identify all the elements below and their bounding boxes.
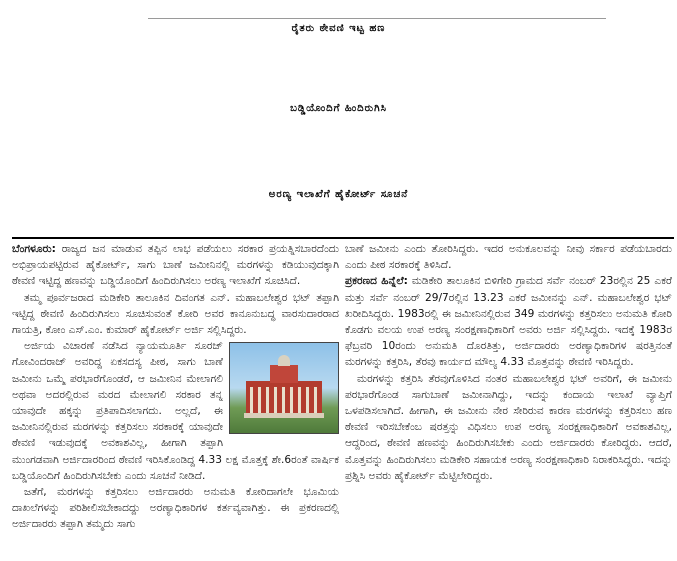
lead-paragraph [12, 241, 339, 290]
paragraph: ಜತೆಗೆ, ಮರಗಳನ್ನು ಕತ್ತರಿಸಲು ಅರ್ಜಿದಾರರು ಅನುಮತಿ ಕೋರಿದಾಗಲೇ ಭೂಮಿಯ ದಾಖಲೆಗಳನ್ನು ಪರಿಶೀಲಿಸಬೇಕಾದದ್ದು ಅರಣ್ಯಾಧಿಕಾರಿಗಳ ಕರ್ತವ್ಯವಾಗಿತ್ತು. ಈ ಪ್ರಕರಣದಲ್ಲಿ ಅರ್ಜಿದಾರರು ತಪ್ಪಾಗಿ ತಮ್ಮದು ಸಾಗು [12, 486, 339, 531]
paragraph-text: ರಾಜ್ಯದ ಜನ ಮಾಡುವ ತಪ್ಪಿನ ಲಾಭ ಪಡೆಯಲು ಸರಕಾರ ಪ್ರಯತ್ನಿಸಬಾರದೆಂದು ಅಭಿಪ್ರಾಯಪಟ್ಟಿರುವ ಹೈಕೋರ್ಟ್, ಸಾಗು ಬಾಣೆ ಜಮೀನಿನಲ್ಲಿ ಮರಗಳನ್ನು ಕಡಿಯುವುದಕ್ಕಾಗಿ ಠೇವಣಿ ಇಟ್ಟಿದ್ದ ಹಣವನ್ನು ಬಡ್ಡಿಯೊಂದಿಗೆ ಹಿಂದಿರುಗಿಸಲು ಅರಣ್ಯ ಇಲಾಖೆಗೆ ಸೂಚಿಸಿದೆ. [12, 243, 339, 288]
paragraph: ತಮ್ಮ ಪೂರ್ವಜರಾದ ಮಡಿಕೇರಿ ತಾಲೂಕಿನ ದಿವಂಗತ ಎನ್. ಮಹಾಬಲೇಶ್ವರ ಭಟ್ ತಪ್ಪಾಗಿ ಇಟ್ಟಿದ್ದ ಠೇವಣಿ ಹಿಂದಿರುಗಿಸಲು ಸೂಚಿಸುವಂತೆ ಕೋರಿ ಅವರ ಕಾನೂನುಬದ್ಧ ವಾರಸುದಾರರಾದ ಗಾಯತ್ರಿ, ಕೋಂ ಎಸ್.ಎಂ. ಕುಮಾರ್ ಹೈಕೋರ್ಟ್ ಅರ್ಜಿ ಸಲ್ಲಿಸಿದ್ದರು. [12, 291, 339, 337]
high-court-building-photo [229, 342, 339, 434]
headline-line-1: ರೈತರು ಠೇವಣಿ ಇಟ್ಟ ಹಣ [291, 23, 386, 34]
article-column-right [345, 241, 672, 484]
headline-line-2: ಬಡ್ಡಿಯೊಂದಿಗೆ ಹಿಂದಿರುಗಿಸಿ [290, 103, 387, 114]
headline-line-3: ಅರಣ್ಯ ಇಲಾಖೆಗೆ ಹೈಕೋರ್ಟ್ ಸೂಚನೆ [268, 189, 409, 200]
subhead: ಪ್ರಕರಣದ ಹಿನ್ನೆಲೆ: [345, 275, 408, 288]
headline-divider [12, 237, 674, 239]
top-rule [148, 18, 606, 19]
paragraph: ಮರಗಳನ್ನು ಕತ್ತರಿಸಿ ತೆರವುಗೊಳಿಸಿದ ನಂತರ ಮಹಾಬಲೇಶ್ವರ ಭಟ್ ಅವರಿಗೆ, ಈ ಜಮೀನು ಪರಭಾರೆಗೊಂಡ ಸಾಗುಬಾಣೆ ಜಮೀನಾಗಿದ್ದು, ಇದನ್ನು ಕಂದಾಯ ಇಲಾಖೆ ವ್ಯಾಪ್ತಿಗೆ ಒಳಪಡಿಸಲಾಗಿದೆ. ಹೀಗಾಗಿ, ಈ ಜಮೀನು ನೇರ ಸೇರಿರುವ ಕಾರಣ ಮರಗಳನ್ನು ಕತ್ತರಿಸಲು ಹಣ ಠೇವಣಿ ಇರಿಸಬೇಕೆಂಬ ಷರತ್ತನ್ನು ವಿಧಿಸಲು ಉಪ ಅರಣ್ಯ ಸಂರಕ್ಷಣಾಧಿಕಾರಿಗೆ ಅವಕಾಶವಿಲ್ಲ, ಆದ್ದರಿಂದ, ಠೇವಣಿ ಹಣವನ್ನು ಹಿಂದಿರುಗಿಸಬೇಕು ಎಂದು ಅರ್ಜಿದಾರರು ಕೋರಿದ್ದರು. ಆದರೆ, ಮೊತ್ತವನ್ನು ಹಿಂದಿರುಗಿಸಲು ಮಡಿಕೇರಿ ಸಹಾಯಕ ಅರಣ್ಯ ಸಂರಕ್ಷಣಾಧಿಕಾರಿ ನಿರಾಕರಿಸಿದ್ದರು. ಇದನ್ನು ಪ್ರಶ್ನಿಸಿ ಅವರು ಹೈಕೋರ್ಟ್ ಮೆಟ್ಟಿಲೇರಿದ್ದರು. [345, 372, 672, 482]
paragraph-text: ಮಡಿಕೇರಿ ತಾಲೂಕಿನ ಬಿಳಿಗೇರಿ ಗ್ರಾಮದ ಸರ್ವೆ ನಂಬರ್ 23ರಲ್ಲಿನ 25 ಎಕರೆ ಮತ್ತು ಸರ್ವೆ ನಂಬರ್ 29/7ರಲ್ಲಿನ 13.23 ಎಕರೆ ಜಮೀನನ್ನು ಎನ್. ಮಹಾಬಲೇಶ್ವರ ಭಟ್ ಖರೀದಿಸಿದ್ದರು. 1983ರಲ್ಲಿ ಈ ಜಮೀನಿನಲ್ಲಿರುವ 349 ಮರಗಳನ್ನು ಕತ್ತರಿಸಲು ಅನುಮತಿ ಕೋರಿ ಕೊಡಗು ವಲಯ ಉಪ ಅರಣ್ಯ ಸಂರಕ್ಷಣಾಧಿಕಾರಿಗೆ ಅವರು ಅರ್ಜಿ ಸಲ್ಲಿಸಿದ್ದರು. ಇದಕ್ಕೆ 1983ರ ಫೆಬ್ರವರಿ 10ರಂದು ಅನುಮತಿ ದೊರತಿತ್ತು, ಅರ್ಜಿದಾರರು ಅರಣ್ಯಾಧಿಕಾರಿಗಳ ಷರತ್ತಿನಂತೆ ಮರಗಳನ್ನು ಕತ್ತರಿಸಿ, ತೆರವು ಕಾರ್ಯದ ಮೌಲ್ಯ 4.33 ಮೊತ್ತವನ್ನು ಠೇವಣಿ ಇರಿಸಿದ್ದರು. [345, 275, 672, 369]
paragraph-continued: ಬಾಣೆ ಜಮೀನು ಎಂದು ತೋರಿಸಿದ್ದರು. ಇದರ ಅನುಕೂಲವನ್ನು ನೀವು ಸರ್ಕಾರ ಪಡೆಯಬಾರದು ಎಂದು ಪೀಠ ಸರಕಾರಕ್ಕೆ ತಿಳಿಸಿದೆ. [345, 243, 672, 272]
background-paragraph [345, 273, 672, 370]
dateline: ಬೆಂಗಳೂರು: [12, 243, 56, 255]
article-column-left [12, 241, 339, 533]
paragraph: ಅರ್ಜಿಯ ವಿಚಾರಣೆ ನಡೆಸಿದ ನ್ಯಾಯಮೂರ್ತಿ ಸೂರಜ್ ಗೋವಿಂದರಾಜ್ ಅವರಿದ್ದ ಏಕಸದಸ್ಯ ಪೀಠ, ಸಾಗು ಬಾಣೆ ಜಮೀನು ಒಮ್ಮೆ ಪರಭಾರೆಗೊಂಡರೆ, ಆ ಜಮೀನಿನ ಮೇಲಾಗಲಿ ಅಥವಾ ಅದರಲ್ಲಿರುವ ಮರದ ಮೇಲಾಗಲಿ ಸರಕಾರ ತನ್ನ ಯಾವುದೇ ಹಕ್ಕನ್ನು ಪ್ರತಿಪಾದಿಸಲಾಗದು. ಅಲ್ಲದೆ, ಈ ಜಮೀನಿನಲ್ಲಿರುವ ಮರಗಳನ್ನು ಕತ್ತರಿಸಲು ಸರಕಾರಕ್ಕೆ ಯಾವುದೇ ಠೇವಣಿ ಇಡುವುದಕ್ಕೆ ಅವಕಾಶವಿಲ್ಲ, ಹೀಗಾಗಿ ತಪ್ಪಾಗಿ ಮುಂಗಡವಾಗಿ ಅರ್ಜಿದಾರರಿಂದ ಠೇವಣಿ ಇರಿಸಿಕೊಂಡಿದ್ದ 4.33 ಲಕ್ಷ ಮೊತ್ತಕ್ಕೆ ಶೇ.6ರಂತೆ ವಾರ್ಷಿಕ ಬಡ್ಡಿಯೊಂದಿಗೆ ಹಿಂದಿರುಗಿಸಬೇಕು ಎಂದು ಸೂಚನೆ ನೀಡಿದೆ. [12, 340, 339, 482]
